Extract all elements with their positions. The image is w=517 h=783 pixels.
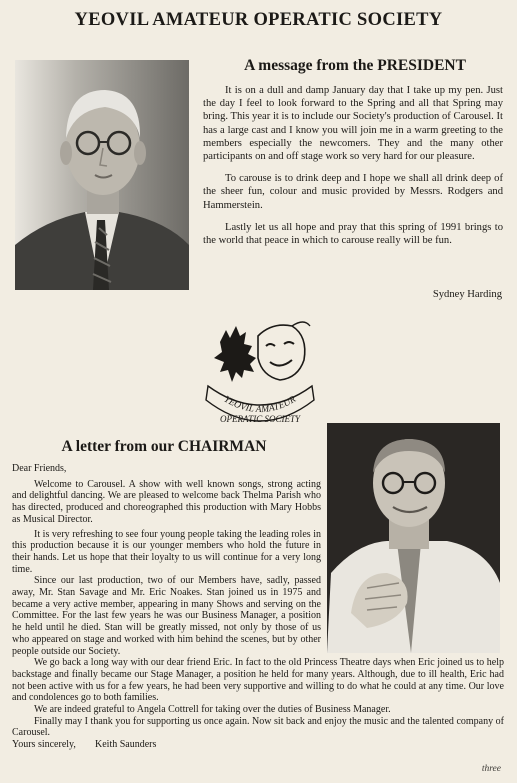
president-paragraph: To carouse is to drink deep and I hope we shall all drink deep of the sheer fun, colour and music provided by Messrs. Rodgers and Hammerstein. (203, 173, 503, 211)
chairman-letter (12, 463, 504, 751)
society-crest (200, 312, 320, 432)
chairman-paragraph: Welcome to Carousel. A show with well known songs, strong acting and delightful dancing. We are pleased to welcome back Thelma Parish who has directed, produced and choreographed this production with Mary Hobbs as Musical Director. (12, 478, 321, 525)
president-paragraph: It is on a dull and damp January day that I take up my pen. Just the day I feel to look forward to the Spring and all that Spring may bring. This year it is to include our Society's production of Carousel. It has a large cast and I know you will join me in a warm greeting to the members especially the newcomers. They and the many other participants on and off stage work so very hard for our pleasure. (203, 85, 503, 163)
crest-ribbon-line-2: OPERATIC SOCIETY (220, 414, 300, 424)
chairman-paragraph: Finally may I thank you for supporting us once again. Now sit back and enjoy the music and the talented company of Carousel. (12, 715, 504, 739)
president-paragraph: Lastly let us all hope and pray that this spring of 1991 brings to the world that peace in which to carouse really will be fun. (203, 221, 503, 247)
dragon-icon (214, 326, 256, 382)
president-message (203, 84, 503, 256)
chairman-signature: Keith Saunders (95, 739, 157, 751)
crest-ribbon-line-1: YEOVIL AMATEUR (222, 394, 298, 416)
chairman-closing: Yours sincerely, (12, 739, 76, 751)
chairman-salutation: Dear Friends, (12, 463, 67, 474)
chairman-paragraph: We are indeed grateful to Angela Cottrell for taking over the duties of Business Manager. (34, 704, 391, 716)
chairman-paragraph: Since our last production, two of our Members have, sadly, passed away, Mr. Stan Savage and Mr. Eric Noakes. Stan joined us in 1975 and became a very active member, appearing in many Shows and serving on the Committee. For the last few years he was our Business Manager, a position he held until he died. Stan will be greatly missed, not only by those of us who appeared on stage and worked with him behind the scenes, but by other people outside our Society. (12, 575, 321, 657)
chairman-signoff (12, 739, 212, 751)
president-portrait-image (15, 60, 189, 290)
society-title: YEOVIL AMATEUR OPERATIC SOCIETY (74, 10, 443, 30)
chairman-paragraph: We go back a long way with our dear friend Eric. In fact to the old Princess Theatre days when Eric joined us to help backstage and finally became our Stage Manager, a position he held for many years. Although, due to ill health, Eric had not been active with us for a few years, he had been very supportive and willing to do what he could at any time. Our love and condolences go to both families. (12, 657, 504, 704)
chairman-paragraph: It is very refreshing to see four young people taking the leading roles in this production because it is our younger members who hold the future in their hands. Let us hope that their loyalty to us will continue for a very long time. (12, 528, 321, 575)
crest-logo (200, 312, 320, 432)
president-signature: Sydney Harding (432, 289, 502, 300)
page-number: three (481, 764, 501, 774)
theatre-mask-icon (258, 322, 310, 380)
chairman-heading: A letter from our CHAIRMAN (61, 438, 267, 455)
president-heading: A message from the PRESIDENT (244, 57, 466, 74)
president-photo (15, 60, 189, 290)
